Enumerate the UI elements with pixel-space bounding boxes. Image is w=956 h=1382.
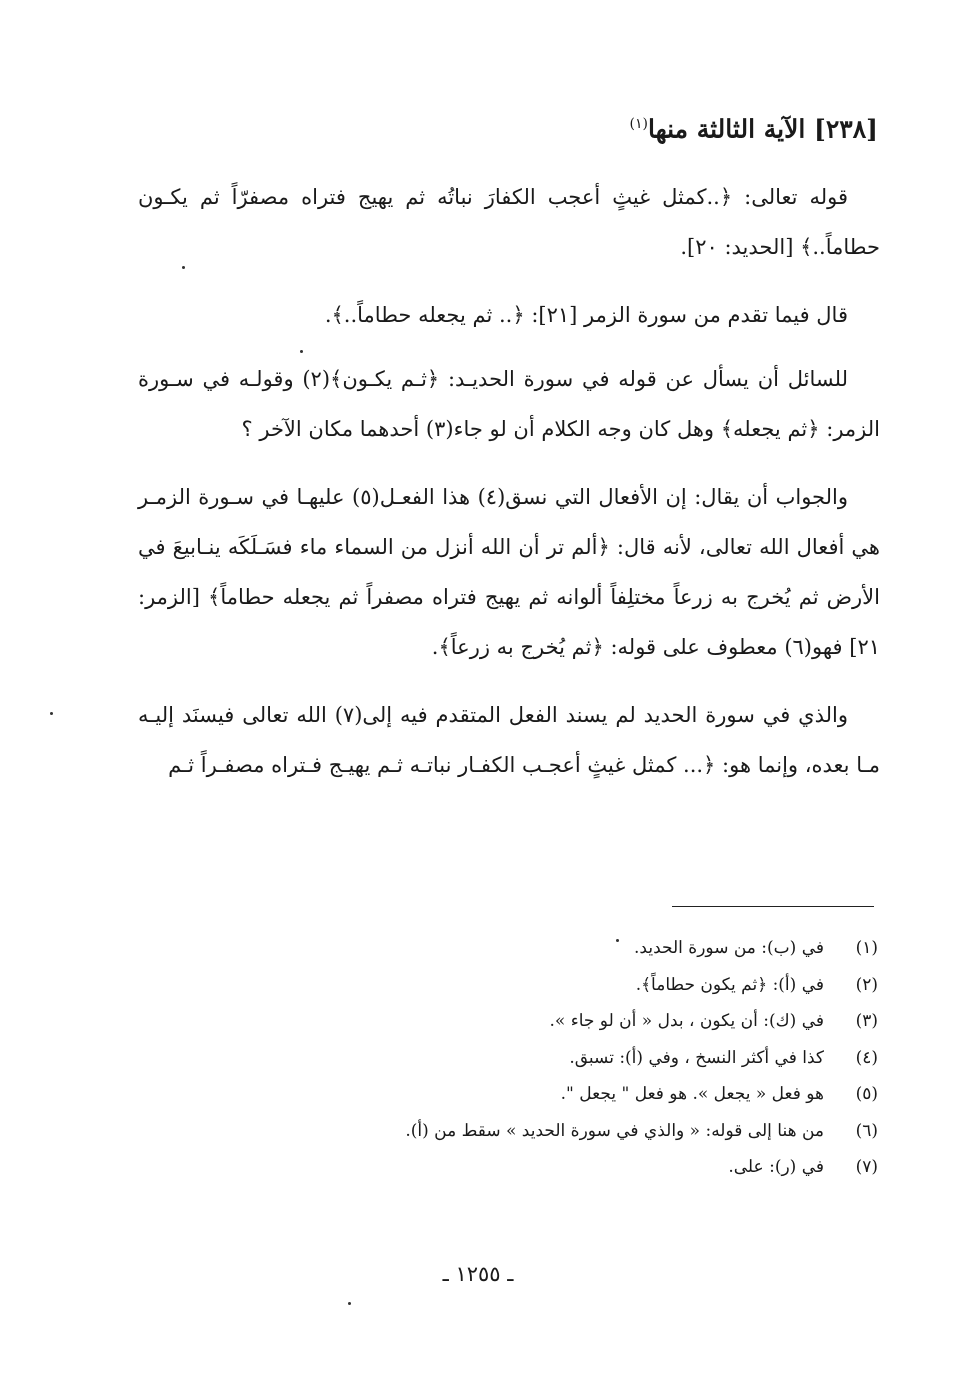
paragraph: للسائل أن يسأل عن قوله في سورة الحديـد: ﴿ثـم يكـون﴾(٢) وقولـه في سـورة الزمر: ﴿ثم يجعله﴾ وهل كان وجه الكلام أن لو جاء(٣) أحدهما مكان الآخر ؟ <box>138 367 880 441</box>
footnote-number: (٢) <box>855 974 878 995</box>
page-number: ـ ١٢٥٥ ـ <box>442 1262 514 1286</box>
scan-speck <box>348 1302 351 1305</box>
footnote-item <box>118 1003 878 1040</box>
scan-speck <box>50 712 53 715</box>
footnote-item <box>118 1149 878 1186</box>
paragraph: والجواب أن يقال: إن الأفعال التي نسق(٤) هذا الفعـل(٥) عليهـا في سـورة الزمـر هي أفعال الله تعالى، لأنه قال: ﴿ألم تر أن الله أنزل من السماء ماء فسَـلَكَه ينـابيعَ في الأرض ثم يُخرج به زرعاً مختلِفاً ألوانه ثم يهيج فتراه مصفراً ثم يجعله حطاماً﴾ [الزمر: ٢١] فهو(٦) معطوف على قوله: ﴿ثم يُخرج به زرعاً﴾. <box>138 485 880 659</box>
footnote-number: (٣) <box>855 1011 878 1031</box>
paragraph: والذي في سورة الحديد لم يسند الفعل المتقدم فيه إلى(٧) الله تعالى فيسنَد إليـه مـا بعده، وإنما هو: ﴿... كمثل غيثٍ أعجـب الكفـار نباتـه ثـم يهيـج فـتراه مصفـراً ثـم <box>138 703 880 777</box>
footnote-number: (١) <box>855 938 878 958</box>
main-text <box>138 172 880 808</box>
footnote-item <box>118 1040 878 1077</box>
footnote-separator <box>672 906 874 907</box>
scan-speck <box>300 350 303 353</box>
scan-speck <box>182 266 185 269</box>
footnote-item <box>118 1076 878 1113</box>
footnote-item <box>118 967 878 1004</box>
paragraph: قال فيما تقدم من سورة الزمر [٢١]: ﴿.. ثم يجعله حطاماً..﴾. <box>324 303 848 327</box>
section-heading <box>300 104 878 149</box>
footnote-number: (٤) <box>855 1047 878 1068</box>
footnote-number: (٦) <box>855 1120 878 1141</box>
section-title: الآية الثالثة منها <box>647 114 806 144</box>
footnotes-list <box>118 930 878 1186</box>
footnote-text: كذا في أكثر النسخ ، وفي (أ): تسبق. <box>569 1047 824 1068</box>
footnote-text: من هنا إلى قوله: « والذي في سورة الحديد » سقط من (أ). <box>405 1120 824 1141</box>
footnote-number: (٥) <box>855 1084 878 1104</box>
footnote-text: في (أ): ﴿ثم يكون حطاماً﴾. <box>635 974 824 995</box>
section-number: [٢٣٨] <box>814 114 878 144</box>
scan-speck <box>616 939 619 942</box>
footnote-item <box>118 930 878 967</box>
footnote-item <box>118 1113 878 1150</box>
footnote-text: في (ر): على. <box>728 1157 824 1177</box>
paragraph: قوله تعالى: ﴿..كمثل غيثٍ أعجب الكفارَ نباتُه ثم يهيج فتراه مصفرّاً ثم يكـون حطاماً..﴾ [الحديد: ٢٠]. <box>138 185 880 259</box>
footnote-number: (٧) <box>855 1157 878 1177</box>
footnote-text: هو فعل « يجعل ». هو فعل " يجعل ". <box>560 1084 824 1104</box>
footnote-text: في (ك): أن يكون ، بدل « أن لو جاء ». <box>549 1011 824 1031</box>
footnote-text: في (ب): من سورة الحديد. <box>634 938 824 958</box>
heading-footnote-ref: (١) <box>629 116 648 132</box>
